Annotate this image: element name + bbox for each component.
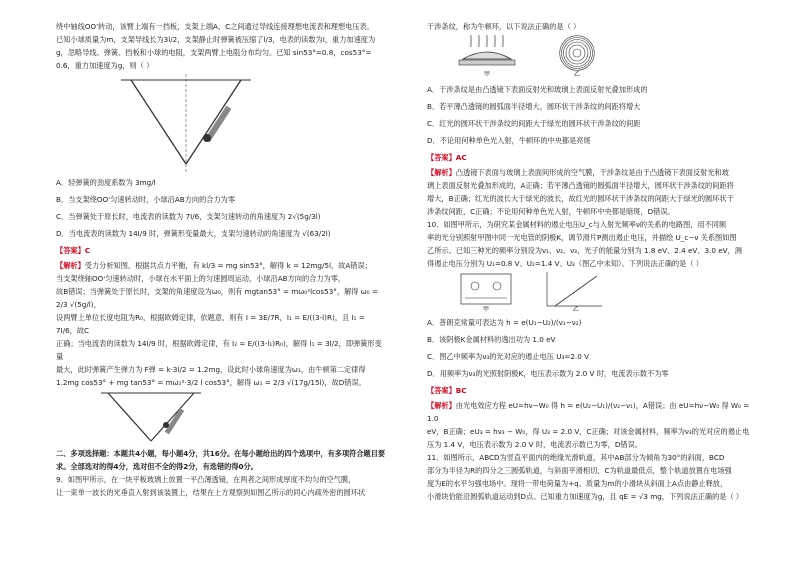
question-stem-line: 部分为半径为R的四分之三圆弧轨道，与斜面平滑相切，C为轨道最低点，整个轨道放置在电场强 [427,466,732,475]
answer-label: 【答案】C [56,246,91,255]
question-stem-line: 小滑块恰能沿圆弧轨道运动到D点。已知重力加速度为g，且 qE = √3 mg，下列说法正确的是（ ） [427,492,744,501]
option-c: C．红光的圆环状干涉条纹的间距大于绿光的圆环状干涉条纹的间距 [427,119,641,128]
option-a: A．轻弹簧的劲度系数为 3mg/l [56,178,156,187]
analysis-line: 1.2mg cos53° + mg tan53° = mω₁²·3/2 l cos53°，解得 ω₁ = 2/3 √(17g/15l)，故D错误。 [56,378,366,387]
analysis-line: 涉条纹间距，C正确；不论用何种单色光入射，牛顿环中央都是暗斑，D错误。 [427,207,675,216]
analysis-label: 【解析】 [427,168,456,177]
analysis-line: 当支架绕轴OO'匀速转动时，小球在水平面上的匀速圆周运动，小球沿AB方向的合力为零， [56,274,346,283]
fig-label-jia: 甲 [483,306,490,312]
question-stem-line: 乙所示。已知三种光的频率分别设为ν₁、ν₂、ν₃，光子的能量分别为 1.8 eV、2.4 eV、3.0 eV，测 [427,246,742,255]
analysis-line: 由光电效应方程 eU=hν−W₀ 得 h = e(U₂−U₁)/(ν₂−ν₁)，A错误；由 eU=hν−W₀ 得 W₀ = 1.0 [427,401,750,423]
question-stem-line: 度为E的水平匀强电场中。现将一带电荷量为+q、质量为m的小滑块从斜面上A点由静止释放， [427,479,728,488]
newton-rings-diagram [457,33,617,79]
figure-photoelectric [427,270,757,312]
option-b: B．若平薄凸透镜的圆弧面半径增大，圆环状干涉条纹的间距将增大 [427,102,641,111]
option-b: B．该阴极K金属材料的逸出功为 1.0 eV [427,335,556,344]
option-a: A．普朗克常量可表达为 h = e(U₁−U₂)/(ν₁−ν₂) [427,318,582,327]
answer-label: 【答案】BC [427,386,467,395]
option-c: C．图乙中频率为ν₃的光对应的遏止电压 U₃=2.0 V [427,352,589,361]
option-d: D．不论用何种单色光入射，牛顿环的中央都是亮斑 [427,136,591,145]
question-stem-line: 9．如图甲所示，在一块平板玻璃上放置一平凸薄透镜，在两者之间形成厚度不均匀的空气膜， [56,475,356,484]
analysis-line: 正确；当电流表的读数为 14I/9 时，根据欧姆定律，有 I₂ = E/((3-l₁)R₀)，解得 l₁ = 3l/2，即弹簧形变量 [56,339,382,361]
analysis-line: 受力分析知图，根据共点力平衡，有 kl/3 = mg sin53°，解得 k = 12mg/5l，故A错误； [84,261,372,270]
analysis-line: eV，B正确；eU₃ = hν₃ − W₀，得 U₃ = 2.0 V，C正确；对该金属材料，频率为ν₃的光对应的遏止电 [427,427,750,436]
left-column [56,20,386,499]
v-frame-diagram [111,74,261,174]
force-analysis-diagram [96,389,206,445]
option-d: D．当电流表的读数为 14I/9 时，弹簧形变量最大，支架匀速转动的角速度为 √(63/2l) [56,229,331,238]
analysis-line: 压为 1.4 V，电压表示数为 2.0 V 时，电流表示数已为零，D错误。 [427,440,642,449]
question-stem-line: 11．如图所示，ABCD为竖直平面内的绝缘光滑轨道，其中AB部分为倾角为30°的斜面，BCD [427,453,725,462]
question-stem-line: 率的光分别照射甲图中同一光电管的阴极K，调节滑片P测出遏止电压，并描绘 U_c−ν 关系图如图 [427,233,737,242]
figure-force-analysis [56,389,386,447]
analysis-line: 凸透镜下表面与玻璃上表面间形成的空气膜，干涉条纹是由于凸透镜下表面反射光和玻 [455,168,729,177]
analysis-line: 最大，此时弹簧产生弹力为 F弹 = k·3l/2 = 1.2mg，设此时小球角速度为ω₁，由牛顿第二定律得 [56,365,366,374]
question-stem-line: 得遏止电压分别为 U₁=0.8 V、U₂=1.4 V、U₃（图乙中未知）。下列说法正确的是（ ） [427,259,703,268]
option-a: A．干涉条纹是由凸透镜下表面反射光和玻璃上表面反射光叠加形成的 [427,85,648,94]
question-stem-line: 0.6，重力加速度为g，则（ ） [56,61,154,70]
fig-label-jia: 甲 [484,71,491,78]
question-stem-line: 让一束单一波长的光垂直入射到该装置上，结果在上方观察到如图乙所示的同心内疏外密的圆环状 [56,488,366,497]
option-b: B．当支架绕OO'匀速转动时，小球沿AB方向的合力为零 [56,195,236,204]
question-stem-line: 已知小球质量为m，支架导线长为3l/2，支架静止时弹簧被压缩了l/3，电表的读数为I，重力加速度为 [56,35,376,44]
question-stem-line: 10．如图甲所示，为研究某金属材料的遏止电压U_c与入射光频率ν的关系的电路图，用不同频 [427,220,727,229]
question-stem-line: g，忽略导线、弹簧、挡板和小球的电阻，支架两臂上电阻分布均匀。已知 sin53°=0.8，cos53°= [56,48,372,57]
question-stem-line: 干涉条纹，称为牛顿环，以下说法正确的是（ ） [427,22,581,31]
photoelectric-diagram [457,270,607,312]
analysis-label: 【解析】 [427,401,456,410]
analysis-line: 故B错误；当弹簧处于原长时，支架的角速度设为ω₀，则有 mgtan53° = mω₀²lcos53°，解得 ω₀ = 2/3 √(5g/l)， [56,287,378,309]
fig-label-yi: 乙 [573,306,580,312]
section-title: 二、多项选择题：本题共4小题，每小题4分，共16分。在每小题给出的四个选项中，有多项符合题目要求。全部选对的得4分，选对但不全的得2分，有选错的得0分。 [56,449,386,471]
analysis-line: 璃上表面反射光叠加形成的，A正确；若平薄凸透镜的圆弧面半径增大，圆环状干涉条纹的间距将 [427,181,734,190]
analysis-label: 【解析】 [56,261,85,270]
analysis-line: 增大，B正确；红光的波长大于绿光的波长，故红光的圆环状干涉条纹的间距大于绿光的圆环状干 [427,194,734,203]
option-d: D．用频率为ν₃的光照射阴极K，电压表示数为 2.0 V 时，电流表示数不为零 [427,369,669,378]
right-column [427,20,757,503]
figure-newton-rings [427,33,757,79]
figure-v-frame [56,72,386,172]
question-stem-line: 绕中轴线OO'转动，该臂上端有一挡板，支架上端A、C之间通过导线连接理想电流表和理想电压表。 [56,22,374,31]
answer-label: 【答案】AC [427,153,467,162]
fig-label-yi: 乙 [574,71,581,78]
option-c: C．当弹簧处于原长时，电流表的读数为 7I/6，支架匀速转动的角速度为 2√(5g/3l) [56,212,321,221]
analysis-line: 设两臂上单位长度电阻为R₀，根据欧姆定律，依题意，则有 I = 3E/7R，I₁ = E/((3-l)R)，且 I₁ = 7I/6，故C [56,313,365,335]
